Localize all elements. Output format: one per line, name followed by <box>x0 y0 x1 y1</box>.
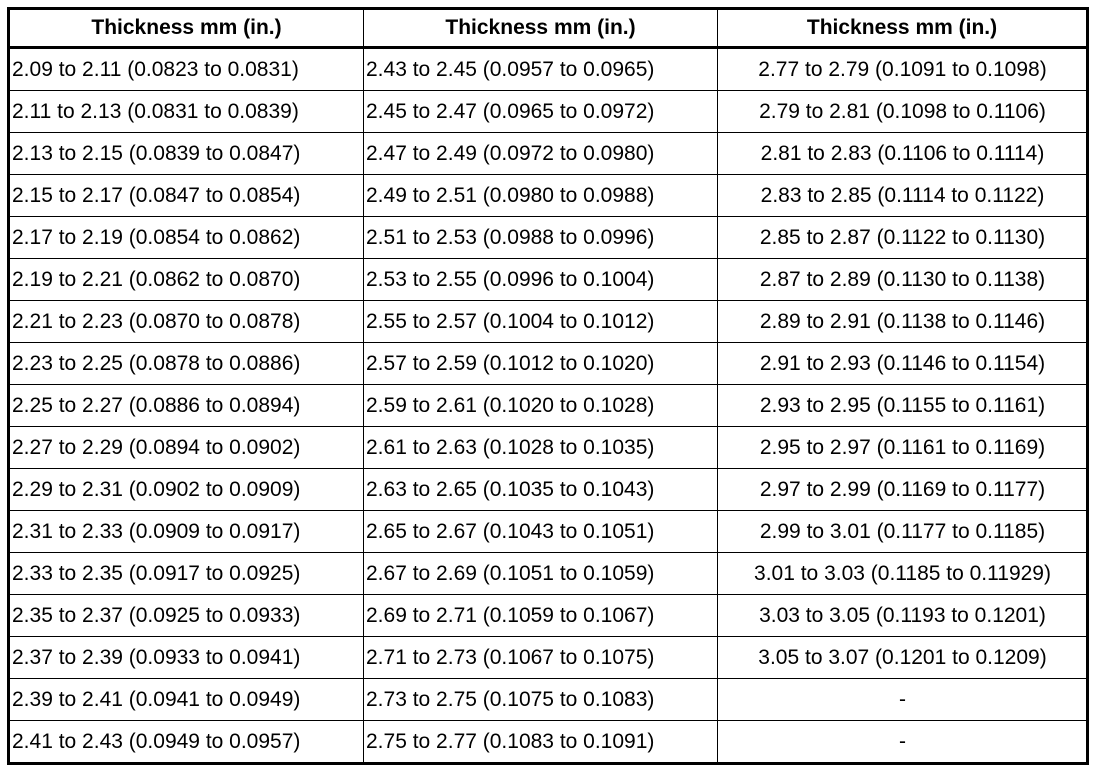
table-cell: 2.75 to 2.77 (0.1083 to 0.1091) <box>364 721 718 764</box>
table-cell: 2.31 to 2.33 (0.0909 to 0.0917) <box>9 511 364 553</box>
table-cell: 2.93 to 2.95 (0.1155 to 0.1161) <box>718 385 1088 427</box>
table-row <box>9 48 1088 91</box>
table-cell: 2.85 to 2.87 (0.1122 to 0.1130) <box>718 217 1088 259</box>
table-cell: 2.55 to 2.57 (0.1004 to 0.1012) <box>364 301 718 343</box>
table-cell: 3.03 to 3.05 (0.1193 to 0.1201) <box>718 595 1088 637</box>
table-row <box>9 469 1088 511</box>
table-cell: 2.37 to 2.39 (0.0933 to 0.0941) <box>9 637 364 679</box>
table-cell: - <box>718 679 1088 721</box>
table-cell: 2.65 to 2.67 (0.1043 to 0.1051) <box>364 511 718 553</box>
table-row <box>9 385 1088 427</box>
table-cell: 2.97 to 2.99 (0.1169 to 0.1177) <box>718 469 1088 511</box>
table-body <box>9 48 1088 764</box>
table-cell: 2.61 to 2.63 (0.1028 to 0.1035) <box>364 427 718 469</box>
table-cell: 2.23 to 2.25 (0.0878 to 0.0886) <box>9 343 364 385</box>
table-row <box>9 217 1088 259</box>
table-cell: 2.41 to 2.43 (0.0949 to 0.0957) <box>9 721 364 764</box>
table-cell: 2.59 to 2.61 (0.1020 to 0.1028) <box>364 385 718 427</box>
table-cell: 2.27 to 2.29 (0.0894 to 0.0902) <box>9 427 364 469</box>
table-cell: 2.51 to 2.53 (0.0988 to 0.0996) <box>364 217 718 259</box>
table-row <box>9 175 1088 217</box>
thickness-table-container <box>7 7 1086 765</box>
table-row <box>9 427 1088 469</box>
table-cell: 2.89 to 2.91 (0.1138 to 0.1146) <box>718 301 1088 343</box>
table-cell: 2.57 to 2.59 (0.1012 to 0.1020) <box>364 343 718 385</box>
table-row <box>9 595 1088 637</box>
table-cell: 2.39 to 2.41 (0.0941 to 0.0949) <box>9 679 364 721</box>
table-cell: 2.91 to 2.93 (0.1146 to 0.1154) <box>718 343 1088 385</box>
table-cell: 2.43 to 2.45 (0.0957 to 0.0965) <box>364 48 718 91</box>
table-cell: 2.35 to 2.37 (0.0925 to 0.0933) <box>9 595 364 637</box>
thickness-table <box>7 7 1089 765</box>
table-row <box>9 343 1088 385</box>
table-cell: - <box>718 721 1088 764</box>
table-cell: 2.95 to 2.97 (0.1161 to 0.1169) <box>718 427 1088 469</box>
table-cell: 2.47 to 2.49 (0.0972 to 0.0980) <box>364 133 718 175</box>
table-cell: 2.25 to 2.27 (0.0886 to 0.0894) <box>9 385 364 427</box>
table-cell: 2.77 to 2.79 (0.1091 to 0.1098) <box>718 48 1088 91</box>
table-cell: 2.73 to 2.75 (0.1075 to 0.1083) <box>364 679 718 721</box>
column-header: Thickness mm (in.) <box>364 9 718 48</box>
table-row <box>9 721 1088 764</box>
table-cell: 2.81 to 2.83 (0.1106 to 0.1114) <box>718 133 1088 175</box>
table-row <box>9 637 1088 679</box>
table-row <box>9 301 1088 343</box>
table-cell: 2.63 to 2.65 (0.1035 to 0.1043) <box>364 469 718 511</box>
table-cell: 2.13 to 2.15 (0.0839 to 0.0847) <box>9 133 364 175</box>
table-cell: 2.33 to 2.35 (0.0917 to 0.0925) <box>9 553 364 595</box>
table-cell: 3.01 to 3.03 (0.1185 to 0.11929) <box>718 553 1088 595</box>
table-cell: 2.87 to 2.89 (0.1130 to 0.1138) <box>718 259 1088 301</box>
table-row <box>9 91 1088 133</box>
table-cell: 2.29 to 2.31 (0.0902 to 0.0909) <box>9 469 364 511</box>
column-header: Thickness mm (in.) <box>718 9 1088 48</box>
table-cell: 3.05 to 3.07 (0.1201 to 0.1209) <box>718 637 1088 679</box>
table-cell: 2.83 to 2.85 (0.1114 to 0.1122) <box>718 175 1088 217</box>
table-cell: 2.15 to 2.17 (0.0847 to 0.0854) <box>9 175 364 217</box>
table-cell: 2.21 to 2.23 (0.0870 to 0.0878) <box>9 301 364 343</box>
table-cell: 2.49 to 2.51 (0.0980 to 0.0988) <box>364 175 718 217</box>
table-cell: 2.11 to 2.13 (0.0831 to 0.0839) <box>9 91 364 133</box>
table-cell: 2.45 to 2.47 (0.0965 to 0.0972) <box>364 91 718 133</box>
table-row <box>9 133 1088 175</box>
table-row <box>9 511 1088 553</box>
table-cell: 2.09 to 2.11 (0.0823 to 0.0831) <box>9 48 364 91</box>
table-row <box>9 259 1088 301</box>
table-cell: 2.19 to 2.21 (0.0862 to 0.0870) <box>9 259 364 301</box>
table-row <box>9 553 1088 595</box>
table-cell: 2.17 to 2.19 (0.0854 to 0.0862) <box>9 217 364 259</box>
table-cell: 2.69 to 2.71 (0.1059 to 0.1067) <box>364 595 718 637</box>
table-cell: 2.71 to 2.73 (0.1067 to 0.1075) <box>364 637 718 679</box>
column-header: Thickness mm (in.) <box>9 9 364 48</box>
table-cell: 2.99 to 3.01 (0.1177 to 0.1185) <box>718 511 1088 553</box>
table-cell: 2.53 to 2.55 (0.0996 to 0.1004) <box>364 259 718 301</box>
table-row <box>9 679 1088 721</box>
header-row <box>9 9 1088 48</box>
table-header <box>9 9 1088 48</box>
table-cell: 2.67 to 2.69 (0.1051 to 0.1059) <box>364 553 718 595</box>
table-cell: 2.79 to 2.81 (0.1098 to 0.1106) <box>718 91 1088 133</box>
